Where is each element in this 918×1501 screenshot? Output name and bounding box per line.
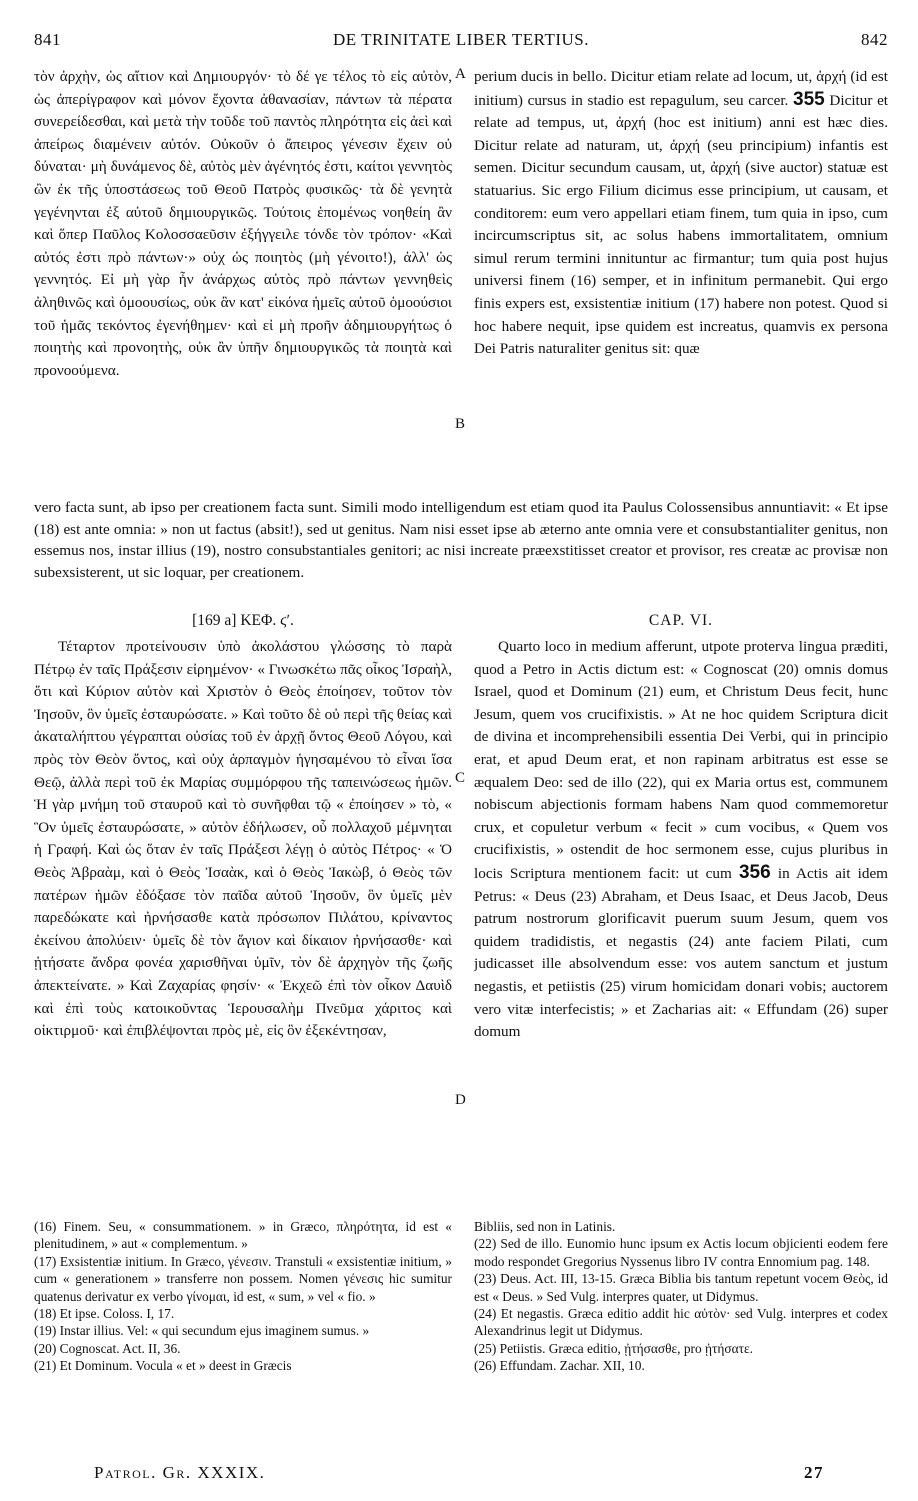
page-header	[34, 30, 888, 56]
footnote: (25) Petiistis. Græca editio, ᾐτήσασθε, pro ᾐτήσατε.	[474, 1340, 753, 1356]
footnotes-left	[34, 1218, 452, 1375]
footnote: (24) Et negastis. Græca editio addit hic αὐτὸν· sed Vulg. interpres et codex Alexandrinus legit ut Didymus.	[474, 1306, 888, 1339]
latin-paragraph-main	[474, 636, 888, 1044]
footnote: (23) Deus. Act. III, 13-15. Græca Biblia bis tantum repetunt vocem Θεὸς, id est « Deus. » Sed Vulg. interpres quater, ut Didymus.	[474, 1271, 888, 1304]
footnote: (20) Cognoscat. Act. II, 36.	[34, 1340, 181, 1356]
running-title: DE TRINITATE LIBER TERTIUS.	[332, 30, 590, 49]
greek-column-top	[34, 66, 452, 496]
page-footer	[34, 1463, 888, 1487]
margin-letter-a: A	[455, 66, 466, 82]
signature-number: 27	[804, 1463, 824, 1482]
latin-column-top	[474, 66, 888, 496]
margin-letter-c: C	[455, 770, 466, 786]
greek-paragraph-top: τὸν ἀρχὴν, ὡς αἴτιον καὶ Δημιουργόν· τὸ δέ γε τέλος τὸ εἰς αὐτὸν, ὡς ἀπερίγραφον καὶ μόνον ἔχοντα ἀθανασίαν, πάντων τὰ πέρατα συνερείδεσθαι, καὶ μετὰ τὴν τοῦδε τοῦ παντὸς πληρότητα εἰς ἀεὶ καὶ ἀπείρως διαμένειν αὐτόν. Οὐκοῦν ὁ ἄπειρος γένεσιν ἔχειν οὐ δύναται· μὴ δυνάμενος δὲ, αὐτὸς μὲν ἀγένητός ἐστι, καίτοι γεννητὸς ὢν ἐκ τῆς ὑποστάσεως τοῦ Θεοῦ Πατρὸς φυσικῶς· τὰ δὲ γενητὰ γεγένηνται ἐξ αὐτοῦ δημιουργικῶς. Τούτοις ἑπομένως νοηθείη ἂν καὶ ὅπερ Παῦλος Κολοσσαεῦσιν ἐξήγγειλε τόνδε τὸν τρόπον· «Καὶ αὐτός ἐστι πρὸ πάντων·» οὐχ ὡς ποιητὸς (μὴ γένοιτο!), ἀλλ' ὡς γεννητός. Εἰ μὴ γὰρ ἦν ἀνάρχως αὐτὸς πρὸ πάντων γεννηθεὶς ἀληθινῶς καὶ ὁμοουσίως, οὐκ ἂν κατ' εἰκόνα ἡμεῖς αὐτοῦ ὁμοούσιοι τοῦ ἡμᾶς τεκόντος ἐγενήθημεν· καὶ εἰ μὴ προῆν ἀδημιουργήτως ὁ ποιητὴς καὶ προνοητὴς, οὐκ ἂν ὑπῆν δημιουργικῶς τὰ ποιητὰ καὶ προνοούμενα.	[34, 68, 452, 379]
section-heading-latin: CAP. VI.	[648, 612, 714, 629]
page-number-left: 841	[34, 30, 61, 49]
page-number-right: 842	[861, 30, 888, 49]
footnote: (16) Finem. Seu, « consummationem. » in Græco, πληρότητα, id est « plenitudinem, » aut « complementum. »	[34, 1219, 452, 1252]
footnote: (18) Et ipse. Coloss. I, 17.	[34, 1306, 175, 1322]
footnote: Bibliis, sed non in Latinis.	[474, 1219, 616, 1234]
greek-column-main	[34, 636, 452, 1194]
latin-top-text-a: perium ducis in bello. Dicitur etiam relate ad locum, ut, ἀρχή (id est initium) cursus in stadio est repagulum, seu carcer.	[474, 68, 888, 109]
footnote: (17) Exsistentiæ initium. In Græco, γένεσιν. Transtuli « exsistentiæ initium, » cum « generationem » transferre non possem. Nomen γένεσις hic sumitur quatenus derivatur ex verbo γίνομαι, id est, « sum, » vel « fio. »	[34, 1253, 452, 1304]
latin-paragraph-top	[474, 66, 888, 361]
footnote: (26) Effundam. Zachar. XII, 10.	[474, 1358, 645, 1374]
section-heading-greek: [169 a] ΚΕΦ. ϛʹ.	[192, 612, 294, 629]
margin-letter-d: D	[455, 1092, 466, 1108]
latin-main-text-b: in Actis ait idem Petrus: « Deus (23) Abraham, et Deus Isaac, et Deus Jacob, Deus patrum nostrorum glorificavit puerum suum Jesum, quem vos quidem tradidistis, et negastis (24) ante faciem Pilati, cum judicasset ille absolvendum esse: vos autem sanctum et justum negastis, et petiistis (25) virum homicidam donari vobis; auctorem vero vitæ interfecistis; » et Zacharias ait: « Effundam (26) super domum	[474, 864, 888, 1041]
full-width-paragraph	[34, 497, 888, 609]
latin-column-main	[474, 636, 888, 1194]
footnotes-right	[474, 1218, 888, 1375]
column-marker-356: 356	[738, 861, 771, 883]
latin-top-text-b: Dicitur et relate ad tempus, ut, ἀρχή (hoc est initium) anni est hæc dies. Dicitur relate ad naturam, ut, ἀρχή (seu principium) infantis est semen. Dicitur secundum causam, ut, ἀρχή (sive auctor) statuæ est statuarius. Sic ergo Filium dicimus esse principium, ut causam, et conditorem: eum vero appellari etiam finem, tum quia in ipso, cum incircumscriptus sit, ac solus habens immortalitatem, omnium simul rerum termini innituntur ac firmantur; tum quia post hujus universi finem (16) semper, et in infinitum permanebit. Qui ergo finis expers est, exsistentiæ initium (17) habere non potest. Quod si hoc habere nequit, ipse quidem est increatus, quamvis ex persona Dei Patris naturaliter genitus sit: quæ	[474, 91, 888, 358]
series-signature: Patrol. Gr. XXXIX.	[94, 1463, 266, 1482]
latin-main-text-a: Quarto loco in medium afferunt, utpote proterva lingua præditi, quod a Petro in Actis dictum est: « Cognoscat (20) omnis domus Israel, quod et Dominum (21) eum, et Christum Deus fecit, hunc Jesum, quem vos crucifixistis. » At ne hoc quidem Scriptura dicit de divina et incomprehensibili essentia Dei Verbi, qui in principio erat, et apud Deum erat, et non rapinam arbitratus est esse se æqualem Deo: sed de illo (22), qui ex Maria ortus est, communem nobiscum abjectionis formam habens Nam quod commemoretur crux, et copuletur verbum « fecit » cum vocibus, « Quem vos crucifixistis, » ostendit de hoc sermonem esse, cujus pluribus in locis Scriptura mentionem facit: ut cum	[474, 638, 888, 882]
footnote: (19) Instar illius. Vel: « qui secundum ejus imaginem sumus. »	[34, 1323, 370, 1339]
column-marker-355: 355	[793, 88, 825, 110]
full-width-text: vero facta sunt, ab ipso per creationem facta sunt. Simili modo intelligendum est etiam quod ita Paulus Colossensibus annuntiavit: « Et ipse (18) est ante omnia: » non ut factus (absit!), sed ut genitus. Nam nisi esset ipse ab æterno ante omnia vere et consubstantialiter genitus, non essemus nos, instar illius (19), nostro consubstantiales genitori; ac nisi increate præexstitisset creator et provisor, res creatæ ac provisæ non subexsisterent, ut sic loquar, per creationem.	[34, 499, 888, 581]
footnote: (22) Sed de illo. Eunomio hunc ipsum ex Actis locum objicienti eodem fere modo respondet Gregorius Nyssenus libro IV contra Ennomium pag. 148.	[474, 1236, 888, 1269]
margin-letter-b: B	[455, 416, 466, 432]
greek-paragraph-main: Τέταρτον προτείνουσιν ὑπὸ ἀκολάστου γλώσσης τὸ παρὰ Πέτρῳ ἐν ταῖς Πράξεσιν εἰρημένον· « Γινωσκέτω πᾶς οἶκος Ἰσραὴλ, ὅτι καὶ Κύριον αὐτὸν καὶ Χριστὸν ὁ Θεὸς ἐποίησεν, τοῦτον τὸν Ἰησοῦν, ὃν ὑμεῖς ἐσταυρώσατε. » Καὶ τοῦτο δὲ οὐ περὶ τῆς θείας καὶ ἀκαταλήπτου γέγραπται οὐσίας τοῦ ἐν ἀρχῇ ὄντος Θεοῦ Λόγου, καὶ πρὸς τὸν Θεὸν ὄντος, καὶ οὐχ ἁρπαγμὸν ἡγησαμένου τὸ εἶναι ἴσα Θεῷ, ἀλλὰ περὶ τοῦ ἐκ Μαρίας συμμόρφου τῆς ταπεινώσεως ἡμῶν. Ἡ γὰρ μνήμη τοῦ σταυροῦ καὶ τὸ συνῆφθαι τῷ « ἐποίησεν » τὸ, « Ὃν ὑμεῖς ἐσταυρώσατε, » αὐτὸν ἐδήλωσεν, οὗ πολλαχοῦ μέμνηται ἡ Γραφή. Καὶ ὡς ὅταν ἐν ταῖς Πράξεσι λέγῃ ὁ αὐτὸς Πέτρος· « Ὁ Θεὸς Ἀβραὰμ, καὶ ὁ Θεὸς Ἰσαὰκ, καὶ ὁ Θεὸς Ἰακὼβ, ὁ Θεὸς τῶν πατέρων ἡμῶν ἐδόξασε τὸν παῖδα αὐτοῦ Ἰησοῦν, ὃν ὑμεῖς μὲν παρεδώκατε καὶ ἠρνήσασθε κατὰ πρόσωπον Πιλάτου, κρίναντος ἐκείνου ἀπολύειν· ὑμεῖς δὲ τὸν ἅγιον καὶ δίκαιον ἠρνήσασθε· καὶ ᾐτήσατε ἄνδρα φονέα χαρισθῆναι ὑμῖν, τὸν δὲ ἀρχηγὸν τῆς ζωῆς ἀπεκτείνατε. » Καὶ Ζαχαρίας φησίν· « Ἐκχεῶ ἐπὶ τὸν οἶκον Δαυὶδ καὶ ἐπὶ τοὺς κατοικοῦντας Ἱερουσαλὴμ Πνεῦμα χάριτος καὶ οἰκτιρμοῦ· καὶ ἐπιβλέψονται πρὸς μὲ, εἰς ὃν ἐξεκέντησαν,	[34, 638, 452, 1040]
footnote: (21) Et Dominum. Vocula « et » deest in Græcis	[34, 1358, 292, 1374]
